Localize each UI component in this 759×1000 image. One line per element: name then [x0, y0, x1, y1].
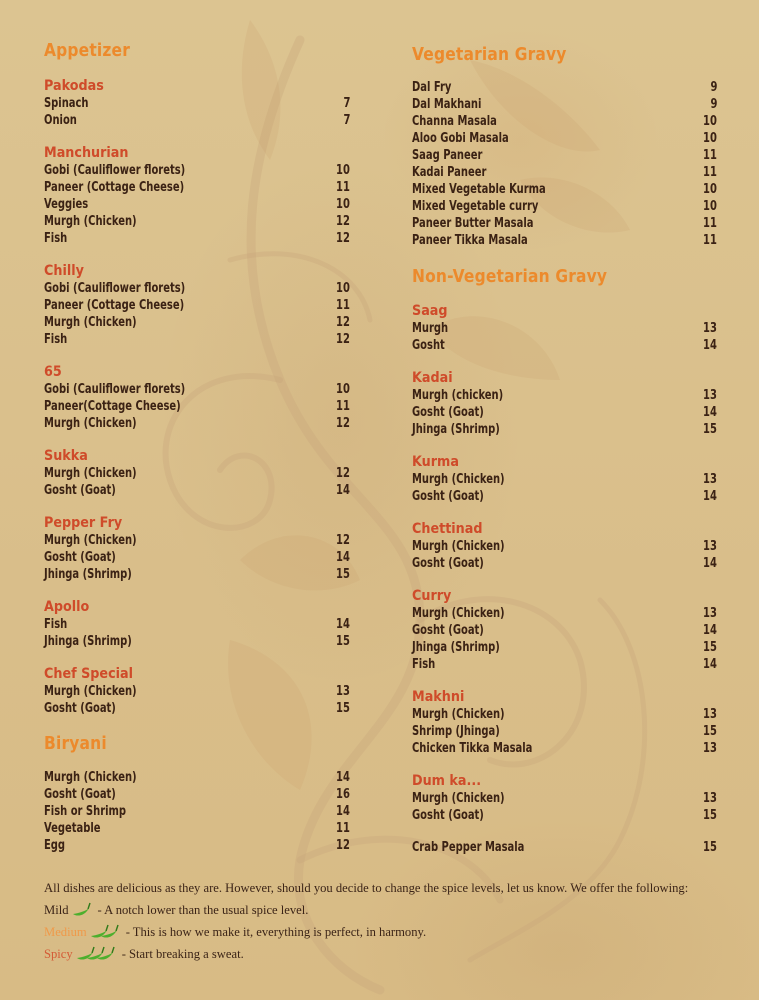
item-price: 10 — [703, 198, 717, 214]
menu-item — [412, 555, 717, 572]
spice-level-label: Spicy — [44, 947, 73, 961]
menu-item — [44, 398, 350, 415]
item-name: Egg — [44, 837, 66, 853]
group-spacer — [44, 348, 350, 363]
menu-item — [44, 549, 350, 566]
menu-item — [44, 700, 350, 717]
item-price: 13 — [703, 471, 717, 487]
item-name: Mixed Vegetable Kurma — [412, 181, 546, 197]
item-name: Murgh (chicken) — [412, 387, 504, 403]
item-price: 12 — [336, 230, 350, 246]
item-price: 13 — [703, 706, 717, 722]
group-title: Kurma — [412, 454, 459, 470]
menu-item — [44, 683, 350, 700]
menu-item — [412, 232, 717, 249]
group-spacer — [44, 650, 350, 665]
item-price: 14 — [703, 656, 717, 672]
item-name: Fish — [44, 331, 68, 347]
item-price: 13 — [703, 320, 717, 336]
item-price: 9 — [710, 79, 717, 95]
item-price: 15 — [336, 700, 350, 716]
menu-item — [412, 656, 717, 673]
section-title-appetizer: Appetizer — [44, 40, 131, 61]
item-name: Gosht (Goat) — [44, 786, 116, 802]
menu-item — [44, 196, 350, 213]
item-price: 15 — [703, 807, 717, 823]
item-price: 11 — [703, 147, 717, 163]
menu-item — [44, 769, 350, 786]
menu-item — [44, 280, 350, 297]
menu-item — [44, 314, 350, 331]
item-price: 16 — [336, 786, 350, 802]
spice-level-description: - This is how we make it, everything is perfect, in harmony. — [125, 925, 427, 939]
item-price: 13 — [703, 538, 717, 554]
item-name: Gobi (Cauliflower florets) — [44, 162, 186, 178]
group-spacer — [412, 757, 717, 772]
chili-pepper-icon — [75, 946, 117, 962]
menu-item — [412, 740, 717, 757]
item-name: Gosht (Goat) — [44, 482, 116, 498]
item-price: 14 — [703, 404, 717, 420]
item-name: Gosht (Goat) — [412, 488, 484, 504]
item-name: Murgh (Chicken) — [44, 532, 137, 548]
item-price: 12 — [336, 213, 350, 229]
item-name: Gosht (Goat) — [412, 622, 484, 638]
item-price: 15 — [703, 421, 717, 437]
item-name: Murgh (Chicken) — [44, 683, 137, 699]
item-price: 10 — [703, 130, 717, 146]
group-spacer — [44, 499, 350, 514]
menu-item — [412, 807, 717, 824]
item-name: Veggies — [44, 196, 89, 212]
menu-group — [412, 302, 717, 354]
item-name: Jhinga (Shrimp) — [412, 421, 500, 437]
item-name: Saag Paneer — [412, 147, 483, 163]
menu-group — [44, 665, 350, 717]
item-name: Murgh (Chicken) — [44, 415, 137, 431]
item-name: Dal Fry — [412, 79, 452, 95]
menu-item — [412, 387, 717, 404]
item-price: 14 — [703, 555, 717, 571]
group-spacer — [412, 354, 717, 369]
item-price: 10 — [336, 280, 350, 296]
item-name: Onion — [44, 112, 77, 128]
menu-item — [44, 532, 350, 549]
spice-intro: All dishes are delicious as they are. However, should you decide to change the spice levels, let us know. We offer the following: — [44, 881, 689, 895]
item-price: 14 — [703, 488, 717, 504]
item-name: Paneer (Cottage Cheese) — [44, 179, 185, 195]
group-title: Chef Special — [44, 666, 134, 682]
spice-level-footer — [44, 877, 744, 965]
item-price: 11 — [703, 164, 717, 180]
item-price: 14 — [336, 803, 350, 819]
item-name: Murgh (Chicken) — [44, 314, 137, 330]
menu-group — [44, 598, 350, 650]
item-name: Murgh (Chicken) — [412, 605, 505, 621]
menu-item — [412, 723, 717, 740]
menu-group — [412, 520, 717, 572]
menu-group — [412, 688, 717, 757]
menu-item — [412, 488, 717, 505]
item-price: 14 — [703, 337, 717, 353]
menu-item — [412, 198, 717, 215]
section-title-veg-gravy: Vegetarian Gravy — [412, 44, 567, 65]
appetizer-groups — [44, 77, 350, 717]
menu-group — [44, 77, 350, 129]
item-name: Paneer(Cottage Cheese) — [44, 398, 181, 414]
item-price: 10 — [703, 113, 717, 129]
item-price: 11 — [336, 297, 350, 313]
group-title: Pepper Fry — [44, 515, 123, 531]
group-title: Apollo — [44, 599, 90, 615]
spice-level-medium — [44, 921, 744, 943]
menu-item — [44, 786, 350, 803]
menu-item — [412, 639, 717, 656]
item-price: 14 — [336, 482, 350, 498]
item-price: 15 — [336, 566, 350, 582]
spice-level-mild — [44, 899, 744, 921]
item-name: Paneer (Cottage Cheese) — [44, 297, 185, 313]
menu-item — [44, 633, 350, 650]
group-spacer — [412, 438, 717, 453]
menu-item — [412, 605, 717, 622]
right-column — [412, 42, 717, 856]
item-price: 7 — [343, 112, 350, 128]
group-title: Sukka — [44, 448, 88, 464]
item-name: Gobi (Cauliflower florets) — [44, 381, 186, 397]
item-name: Murgh (Chicken) — [412, 471, 505, 487]
menu-item — [412, 181, 717, 198]
menu-item — [44, 616, 350, 633]
item-name: Jhinga (Shrimp) — [44, 566, 132, 582]
menu-group — [44, 262, 350, 348]
item-price: 11 — [703, 215, 717, 231]
menu-item — [412, 96, 717, 113]
item-name: Murgh — [412, 320, 449, 336]
group-title: Kadai — [412, 370, 453, 386]
menu-item — [44, 162, 350, 179]
item-name: Murgh (Chicken) — [412, 538, 505, 554]
item-name: Chicken Tikka Masala — [412, 740, 533, 756]
item-name: Murgh (Chicken) — [412, 706, 505, 722]
menu-item — [44, 820, 350, 837]
item-name: Gosht (Goat) — [412, 404, 484, 420]
item-price: 7 — [343, 95, 350, 111]
section-title-biryani: Biryani — [44, 733, 107, 754]
spice-level-label: Medium — [44, 925, 87, 939]
item-price: 13 — [703, 387, 717, 403]
item-price: 13 — [703, 790, 717, 806]
veg-gravy-items — [412, 79, 717, 249]
spice-levels — [44, 899, 744, 965]
group-title: Chettinad — [412, 521, 483, 537]
item-name: Crab Pepper Masala — [412, 839, 525, 855]
item-price: 12 — [336, 837, 350, 853]
menu-group — [412, 369, 717, 438]
item-name: Gosht (Goat) — [44, 549, 116, 565]
group-spacer — [412, 572, 717, 587]
item-name: Fish — [44, 230, 68, 246]
menu-item — [44, 566, 350, 583]
menu-item — [412, 421, 717, 438]
group-title: Curry — [412, 588, 452, 604]
item-name: Gosht (Goat) — [412, 807, 484, 823]
menu-item — [412, 164, 717, 181]
menu-item — [44, 213, 350, 230]
group-title: Saag — [412, 303, 448, 319]
spice-level-description: - A notch lower than the usual spice level. — [97, 903, 309, 917]
item-price: 14 — [336, 616, 350, 632]
menu-group — [412, 772, 717, 824]
item-name: Murgh (Chicken) — [44, 213, 137, 229]
menu-item — [44, 179, 350, 196]
menu-item — [412, 471, 717, 488]
item-name: Spinach — [44, 95, 89, 111]
menu-item — [44, 112, 350, 129]
item-price: 14 — [336, 769, 350, 785]
menu-item — [44, 95, 350, 112]
menu-item — [44, 331, 350, 348]
spice-level-description: - Start breaking a sweat. — [121, 947, 244, 961]
menu-item — [44, 482, 350, 499]
nonveg-gravy-groups — [412, 302, 717, 824]
menu-group — [44, 514, 350, 583]
menu-group — [44, 363, 350, 432]
menu-item — [44, 415, 350, 432]
group-title: Pakodas — [44, 78, 104, 94]
menu-item — [412, 404, 717, 421]
item-price: 14 — [336, 549, 350, 565]
item-price: 15 — [703, 639, 717, 655]
group-title: Makhni — [412, 689, 465, 705]
item-price: 13 — [703, 740, 717, 756]
spice-level-spicy — [44, 943, 744, 965]
menu-item-crab-pepper-masala — [412, 839, 717, 856]
item-name: Paneer Tikka Masala — [412, 232, 528, 248]
menu-item — [412, 538, 717, 555]
item-price: 12 — [336, 415, 350, 431]
item-price: 12 — [336, 465, 350, 481]
group-spacer — [44, 247, 350, 262]
item-name: Gosht (Goat) — [44, 700, 116, 716]
item-price: 14 — [703, 622, 717, 638]
menu-item — [44, 803, 350, 820]
item-name: Dal Makhani — [412, 96, 482, 112]
item-name: Mixed Vegetable curry — [412, 198, 539, 214]
item-price: 12 — [336, 331, 350, 347]
item-price: 11 — [336, 820, 350, 836]
item-name: Fish — [44, 616, 68, 632]
menu-item — [412, 147, 717, 164]
group-spacer — [412, 505, 717, 520]
group-spacer — [44, 583, 350, 598]
item-price: 10 — [336, 381, 350, 397]
group-title: 65 — [44, 364, 62, 380]
item-name: Gobi (Cauliflower florets) — [44, 280, 186, 296]
item-name: Channa Masala — [412, 113, 497, 129]
item-name: Fish or Shrimp — [44, 803, 127, 819]
item-name: Gosht (Goat) — [412, 555, 484, 571]
menu-item — [44, 230, 350, 247]
menu-item — [44, 297, 350, 314]
group-title: Manchurian — [44, 145, 129, 161]
item-price: 15 — [703, 723, 717, 739]
group-spacer — [44, 129, 350, 144]
group-spacer — [44, 432, 350, 447]
item-price: 11 — [703, 232, 717, 248]
item-price: 11 — [336, 398, 350, 414]
item-name: Murgh (Chicken) — [44, 465, 137, 481]
item-price: 10 — [336, 196, 350, 212]
menu-group — [44, 144, 350, 247]
item-name: Vegetable — [44, 820, 101, 836]
menu-item — [412, 622, 717, 639]
item-name: Paneer Butter Masala — [412, 215, 534, 231]
menu-group — [412, 453, 717, 505]
item-price: 11 — [336, 179, 350, 195]
menu-group — [44, 447, 350, 499]
chili-pepper-icon — [71, 902, 93, 918]
item-price: 13 — [703, 605, 717, 621]
spice-level-label: Mild — [44, 903, 69, 917]
item-price: 13 — [336, 683, 350, 699]
item-name: Jhinga (Shrimp) — [412, 639, 500, 655]
menu-item — [44, 381, 350, 398]
chili-pepper-icon — [89, 924, 121, 940]
left-column — [44, 38, 350, 854]
menu-item — [412, 320, 717, 337]
section-title-nonveg-gravy: Non-Vegetarian Gravy — [412, 266, 608, 287]
menu-item — [412, 706, 717, 723]
group-spacer — [412, 673, 717, 688]
item-price: 10 — [703, 181, 717, 197]
item-price: 9 — [710, 96, 717, 112]
item-name: Kadai Paneer — [412, 164, 487, 180]
item-name: Murgh (Chicken) — [44, 769, 137, 785]
menu-item — [412, 790, 717, 807]
item-name: Fish — [412, 656, 436, 672]
item-price: 12 — [336, 532, 350, 548]
item-name: Murgh (Chicken) — [412, 790, 505, 806]
item-name: Jhinga (Shrimp) — [44, 633, 132, 649]
item-name: Shrimp (Jhinga) — [412, 723, 500, 739]
biryani-items — [44, 769, 350, 854]
menu-item — [412, 215, 717, 232]
menu-item — [412, 79, 717, 96]
menu-item — [44, 837, 350, 854]
item-price: 15 — [336, 633, 350, 649]
menu-item — [44, 465, 350, 482]
menu-item — [412, 113, 717, 130]
group-title: Chilly — [44, 263, 84, 279]
menu-item — [412, 337, 717, 354]
item-name: Gosht — [412, 337, 445, 353]
group-title: Dum ka... — [412, 773, 482, 789]
menu-item — [412, 130, 717, 147]
item-price: 12 — [336, 314, 350, 330]
menu-group — [412, 587, 717, 673]
item-name: Aloo Gobi Masala — [412, 130, 509, 146]
item-price: 10 — [336, 162, 350, 178]
item-price: 15 — [703, 839, 717, 855]
